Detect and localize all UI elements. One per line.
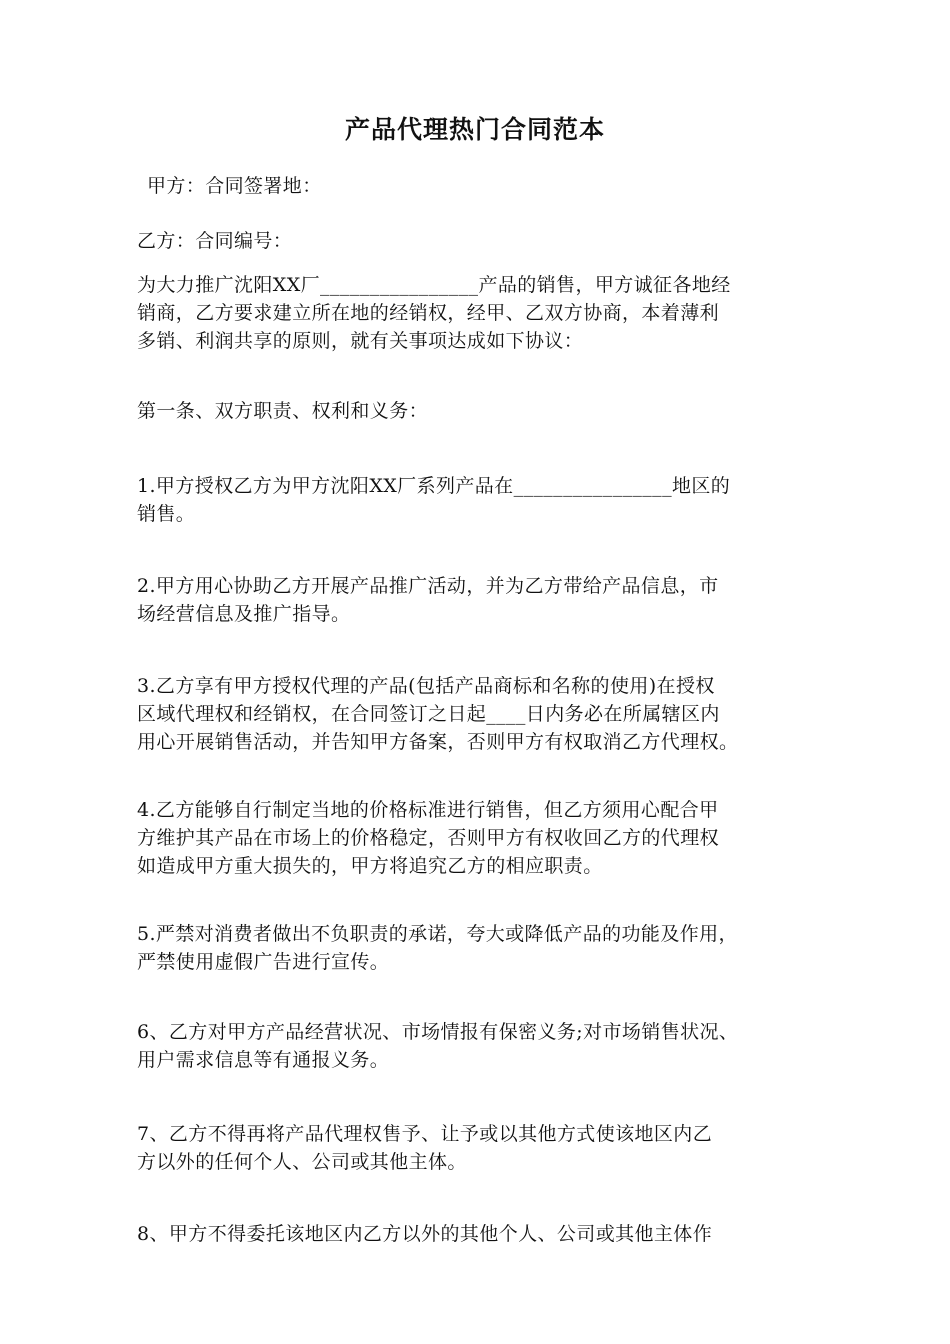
clause-4: 4.乙方能够自行制定当地的价格标准进行销售，但乙方须用心配合甲 方维护其产品在市场上的价格稳定，否则甲方有权收回乙方的代理权 如造成甲方重大损失的，甲方将追究乙方的相应职责。: [137, 799, 720, 877]
clause-1: 1.甲方授权乙方为甲方沈阳XX厂系列产品在________________地区的 销售。: [137, 475, 731, 525]
clause-6: 6、乙方对甲方产品经营状况、市场情报有保密义务;对市场销售状况、 用户需求信息等有通报义务。: [137, 1021, 739, 1071]
party-b-line: 乙方：合同编号：: [137, 230, 293, 252]
clause-3: 3.乙方享有甲方授权代理的产品(包括产品商标和名称的使用)在授权 区域代理权和经销权，在合同签订之日起____日内务必在所属辖区内 用心开展销售活动，并告知甲方备案，否则甲方有权取消乙方代理权。: [137, 675, 739, 753]
party-a-line: 甲方：合同签署地：: [147, 175, 322, 197]
article-1-heading: 第一条、双方职责、权利和义务：: [137, 400, 429, 422]
clause-7: 7、乙方不得再将产品代理权售予、让予或以其他方式使该地区内乙 方以外的任何个人、公司或其他主体。: [137, 1123, 713, 1173]
clause-8: 8、甲方不得委托该地区内乙方以外的其他个人、公司或其他主体作: [137, 1223, 713, 1245]
clause-5: 5.严禁对消费者做出不负职责的承诺，夸大或降低产品的功能及作用， 严禁使用虚假广告进行宣传。: [137, 923, 738, 973]
intro-paragraph: 为大力推广沈阳XX厂________________产品的销售，甲方诚征各地经 销商，乙方要求建立所在地的经销权，经甲、乙双方协商，本着薄利 多销、利润共享的原则，就有关事项达成如下协议：: [137, 274, 731, 352]
document-title: 产品代理热门合同范本: [344, 115, 605, 144]
clause-2: 2.甲方用心协助乙方开展产品推广活动，并为乙方带给产品信息，市 场经营信息及推广指导。: [137, 575, 719, 625]
